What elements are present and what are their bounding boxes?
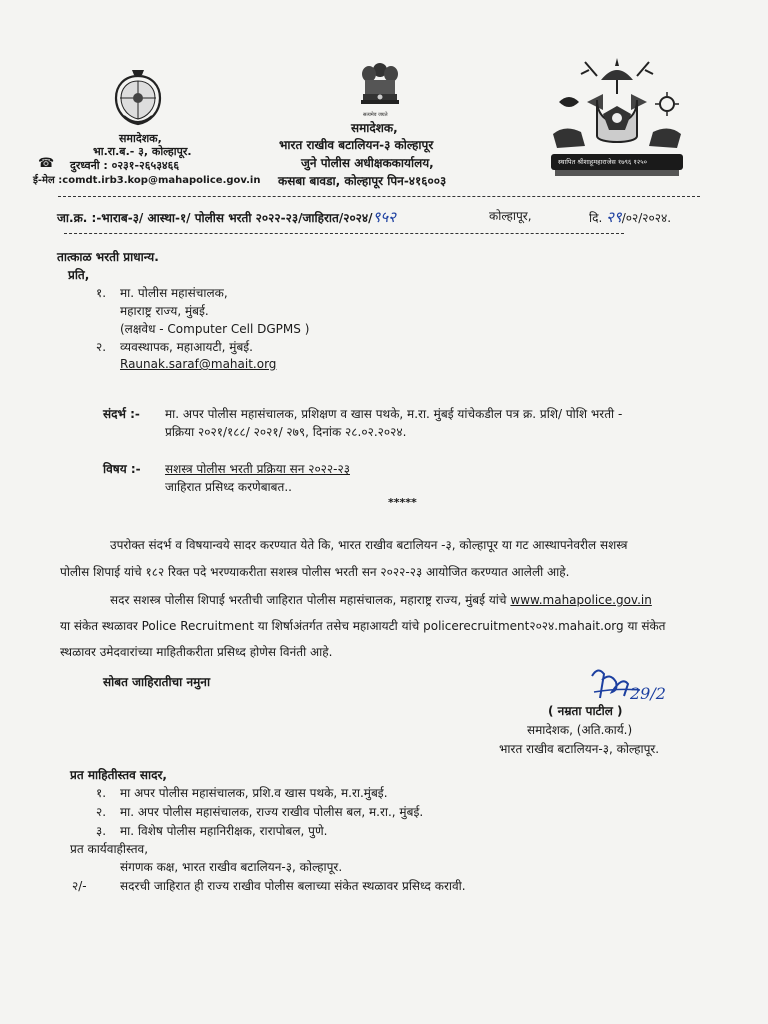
center-line4: कसबा बावडा, कोल्हापूर पिन-४१६००३ <box>278 174 447 188</box>
phone-icon: ☎ <box>38 156 55 171</box>
copy-to-1-text: मा अपर पोलीस महासंचालक, प्रशि.व खास पथके, म.रा.मुंबई. <box>120 786 388 800</box>
national-emblem <box>357 60 403 112</box>
emblem-banner: स्थापित श्रीशाहूमहाराजेस १७९६ १२५० <box>558 158 647 166</box>
para1-line2: पोलीस शिपाई यांचे १८२ रिक्त पदे भरण्याकरीता सशस्त्र पोलीस भरती सन २०२२-२३ आयोजित करण्यात आलेली आहे. <box>60 565 570 579</box>
copy-to-heading: प्रत माहितीस्तव सादर, <box>70 768 167 782</box>
action-num: २/- <box>72 879 87 893</box>
vishay-line2: जाहिरात प्रसिध्द करणेबाबत.. <box>165 480 292 494</box>
vishay-label: विषय :- <box>103 462 141 476</box>
left-email: ई-मेल :comdt.irb3.kop@mahapolice.gov.in <box>33 175 261 186</box>
left-title: समादेशक, <box>119 132 162 145</box>
battalion-logo <box>110 66 166 128</box>
signatory-name: ( नम्रता पाटील ) <box>548 704 623 718</box>
recipient-2-line1: व्यवस्थापक, महाआयटी, मुंबई. <box>120 340 254 354</box>
reference-date: दि. २९/०२/२०२४. <box>589 208 672 226</box>
copy-to-2-text: मा. अपर पोलीस महासंचालक, राज्य राखीव पोलीस बल, म.रा., मुंबई. <box>120 805 424 819</box>
reference-separator <box>64 233 624 234</box>
vishay-line1: सशस्त्र पोलीस भरती प्रक्रिया सन २०२२-२३ <box>165 462 350 476</box>
action-text: सदरची जाहिरात ही राज्य राखीव पोलीस बलाच्या संकेत स्थळावर प्रसिध्द करावी. <box>120 879 466 893</box>
para2-line1: सदर सशस्त्र पोलीस शिपाई भरतीची जाहिरात पोलीस महासंचालक, महाराष्ट्र राज्य, मुंबई यांचे www.mahapolice.gov.in <box>110 593 652 607</box>
recipient-1-num: १. <box>96 286 107 300</box>
sandarbh-line1: मा. अपर पोलीस महासंचालक, प्रशिक्षण व खास पथके, म.रा. मुंबई यांचेकडील पत्र क्र. प्रशि/ पोशि भरती - <box>165 407 623 421</box>
header-separator <box>58 196 700 197</box>
center-line2: भारत राखीव बटालियन-३ कोल्हापूर <box>279 138 434 152</box>
reference-date-handwritten: २९ <box>606 208 622 226</box>
para2-line2: या संकेत स्थळावर Police Recruitment या शिर्षाअंतर्गत तसेच महाआयटी यांचे policerecruitment२०२४.mahait.org या संकेत <box>60 619 666 633</box>
copy-to-1-num: १. <box>96 786 107 800</box>
urgency-note: तात्काळ भरती प्राधान्य. <box>57 250 159 264</box>
action-heading: प्रत कार्यवाहीस्तव, <box>70 842 149 856</box>
copy-to-2-num: २. <box>96 805 107 819</box>
recipient-2-email-link[interactable]: Raunak.saraf@mahait.org <box>120 357 277 371</box>
para1-line1: उपरोक्त संदर्भ व विषयान्वये सादर करण्यात येते कि, भारत राखीव बटालियन -३, कोल्हापूर या गट आस्थापनेवरील सशस्त्र <box>110 538 628 552</box>
recipient-1-line3: (लक्षवेध - Computer Cell DGPMS ) <box>120 322 310 336</box>
signatory-designation: समादेशक, (अति.कार्य.) <box>527 723 633 737</box>
left-unit: भा.रा.ब.- ३, कोल्हापूर. <box>93 145 192 158</box>
to-label: प्रति, <box>68 268 90 282</box>
recipient-1-line1: मा. पोलीस महासंचालक, <box>120 286 228 300</box>
reference-number-handwritten: ९५२ <box>372 208 396 226</box>
center-line1: समादेशक, <box>351 121 398 135</box>
mahapolice-link[interactable]: www.mahapolice.gov.in <box>510 593 652 607</box>
center-line3: जुने पोलीस अधीक्षककार्यालय, <box>301 156 434 170</box>
emblem-motto: सत्यमेव जयते <box>363 112 388 118</box>
recipient-1-line2: महाराष्ट्र राज्य, मुंबई. <box>120 304 209 318</box>
sandarbh-line2: प्रक्रिया २०२१/१८८/ २०२१/ २७९, दिनांक २८.०२.२०२४. <box>165 425 407 439</box>
reference-number: जा.क्र. :-भाराब-३/ आस्था-१/ पोलीस भरती २०२२-२३/जाहिरात/२०२४/९५२ <box>57 208 396 226</box>
signature-date: 29/2 <box>630 684 666 703</box>
left-phone: दुरध्वनी : ०२३१-२६५३४६६ <box>70 159 180 172</box>
copy-to-3-text: मा. विशेष पोलीस महानिरीक्षक, रारापोबल, पुणे. <box>120 824 328 838</box>
copy-to-3-num: ३. <box>96 824 107 838</box>
signatory-unit: भारत राखीव बटालियन-३, कोल्हापूर. <box>499 742 660 756</box>
section-stars: ***** <box>388 496 417 509</box>
reference-place: कोल्हापूर, <box>489 209 532 223</box>
enclosure-note: सोबत जाहिरातीचा नमुना <box>103 675 211 689</box>
recipient-2-num: २. <box>96 340 107 354</box>
sandarbh-label: संदर्भ :- <box>103 407 140 421</box>
para2-line3: स्थळावर उमेदवारांच्या माहितीकरीता प्रसिध्द होणेस विनंती आहे. <box>60 645 333 659</box>
action-line: संगणक कक्ष, भारत राखीव बटालियन-३, कोल्हापूर. <box>120 860 343 874</box>
